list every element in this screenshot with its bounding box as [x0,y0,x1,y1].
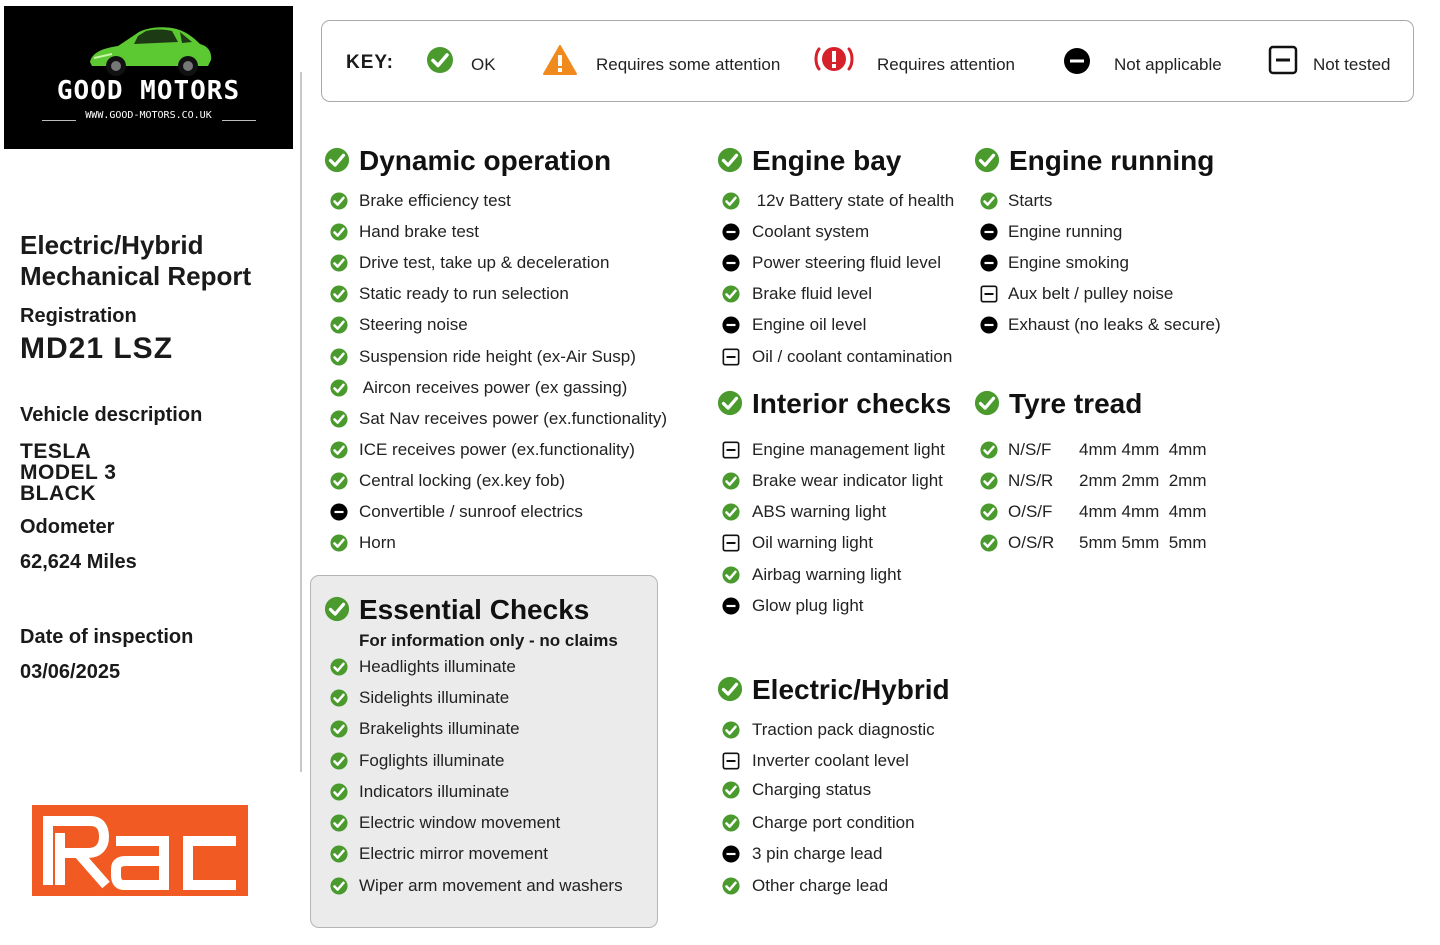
ok-check-icon [324,596,350,622]
checklist-item-label: Brake wear indicator light [752,471,943,490]
ok-check-icon [330,254,348,272]
good-motors-logo [4,6,293,149]
section-title: Interior checks [752,388,952,419]
checklist-item-label: Convertible / sunroof electrics [359,502,583,521]
ok-check-icon [330,814,348,832]
ok-check-icon [330,285,348,303]
car-logo-icon [84,18,214,80]
ok-check-icon [330,783,348,801]
ok-check-icon [980,503,998,521]
brand-name: GOOD MOTORS [56,76,241,106]
checklist-item-label: Aux belt / pulley noise [1008,284,1174,303]
inspection-date-value: 03/06/2025 [20,661,121,683]
ok-check-icon [330,752,348,770]
ok-check-icon [722,721,740,739]
ok-check-icon [722,781,740,799]
not-tested-icon [722,348,740,366]
checklist-item-label: Starts [1008,191,1053,210]
ok-check-icon [330,877,348,895]
report-title-line: Electric/Hybrid [20,230,204,260]
ok-check-icon [330,534,348,552]
checklist-item-label: Steering noise [359,315,468,334]
ok-check-icon [330,658,348,676]
ok-check-icon [974,147,1000,173]
rac-logo [32,805,248,896]
vehicle-model: MODEL 3 [20,461,117,484]
key-label: KEY: [346,52,394,73]
not-applicable-icon [980,316,998,334]
section-title: Engine running [1009,145,1215,176]
warning-triangle-icon [542,44,578,76]
checklist-item-label: Hand brake test [359,222,480,241]
checklist-item-label: Exhaust (no leaks & secure) [1008,315,1221,334]
not-applicable-icon [722,845,740,863]
section-title: Essential Checks [359,594,590,625]
checklist-item-label: 12v Battery state of health [752,191,955,210]
vertical-divider [300,72,302,772]
registration-label: Registration [20,305,137,327]
tyre-tread-depths: 2mm 2mm 2mm [1079,471,1207,490]
vehicle-colour: BLACK [20,482,96,505]
ok-check-icon [330,410,348,428]
ok-check-icon [330,316,348,334]
attention-alert-icon [812,42,856,76]
not-applicable-icon [980,223,998,241]
not-applicable-icon [1063,47,1091,75]
section-title: Dynamic operation [359,145,612,176]
checklist-item-label: N/S/F [1008,440,1052,459]
ok-check-icon [330,192,348,210]
not-applicable-icon [722,254,740,272]
not-tested-icon [1268,45,1298,75]
checklist-item-label: Sat Nav receives power (ex.functionality) [359,409,668,428]
ok-check-icon [717,676,743,702]
ok-check-icon [722,472,740,490]
ok-check-icon [717,147,743,173]
registration-value: MD21 LSZ [20,332,174,365]
key-not-applicable-label: Not applicable [1114,55,1222,74]
not-applicable-icon [330,503,348,521]
checklist-item-label: Power steering fluid level [752,253,941,272]
ok-check-icon [330,379,348,397]
checklist-item-label: Wiper arm movement and washers [359,876,623,895]
checklist-item-label: Drive test, take up & deceleration [359,253,610,272]
not-tested-icon [980,285,998,303]
odometer-value: 62,624 Miles [20,551,137,573]
ok-check-icon [330,441,348,459]
checklist-item-label: Inverter coolant level [752,751,909,770]
key-ok-label: OK [471,55,496,74]
checklist-item-label: Brake efficiency test [359,191,511,210]
ok-check-icon [722,877,740,895]
ok-check-icon [980,441,998,459]
key-attention-label: Requires attention [877,55,1015,74]
tyre-tread-depths: 4mm 4mm 4mm [1079,502,1207,521]
checklist-item-label: Brakelights illuminate [359,719,520,738]
report-title-line: Mechanical Report [20,261,252,291]
section-title: Tyre tread [1009,388,1143,419]
ok-check-icon [722,814,740,832]
checklist-item-label: O/S/F [1008,502,1053,521]
checklist-item-label: Oil warning light [752,533,873,552]
checklist-item-label: Sidelights illuminate [359,688,510,707]
ok-check-icon [980,472,998,490]
checklist-item-label: Coolant system [752,222,870,241]
checklist-item-label: Traction pack diagnostic [752,720,935,739]
tyre-tread-depths: 4mm 4mm 4mm [1079,440,1207,459]
vehicle-make: TESLA [20,440,92,463]
ok-check-icon [330,720,348,738]
key-not-tested-label: Not tested [1313,55,1391,74]
ok-check-icon [722,503,740,521]
section-title: Engine bay [752,145,902,176]
checklist-item-label: Charge port condition [752,813,915,832]
brand-url: WWW.GOOD-MOTORS.CO.UK [85,110,212,121]
ok-check-icon [330,845,348,863]
checklist-item-label: Glow plug light [752,596,864,615]
checklist-item-label: Engine running [1008,222,1123,241]
not-tested-icon [722,752,740,770]
checklist-item-label: Central locking (ex.key fob) [359,471,565,490]
checklist-item-label: ABS warning light [752,502,887,521]
not-tested-icon [722,441,740,459]
checklist-item-label: Brake fluid level [752,284,873,303]
key-some-attention-label: Requires some attention [596,55,781,74]
checklist-item-label: Electric mirror movement [359,844,548,863]
ok-check-icon [722,285,740,303]
checklist-item-label: Headlights illuminate [359,657,516,676]
checklist-item-label: ICE receives power (ex.functionality) [359,440,635,459]
not-tested-icon [722,534,740,552]
report-title [20,230,251,292]
checklist-item-label: Electric window movement [359,813,561,832]
checklist-item-label: N/S/R [1008,471,1054,490]
vehicle-description-label: Vehicle description [20,404,203,426]
ok-check-icon [330,223,348,241]
checklist-item-label: Suspension ride height (ex-Air Susp) [359,347,636,366]
checklist-item-label: O/S/R [1008,533,1055,552]
rac-wordmark-icon [32,805,248,896]
not-applicable-icon [980,254,998,272]
checklist-item-label: Other charge lead [752,876,889,895]
section-title: Electric/Hybrid [752,674,950,705]
ok-check-icon [324,147,350,173]
checklist-item-label: Engine management light [752,440,945,459]
checklist-item-label: 3 pin charge lead [752,844,883,863]
ok-check-icon [330,689,348,707]
essential-checks-subtitle: For information only - no claims [359,631,618,650]
checklist-item-label: Aircon receives power (ex gassing) [359,378,628,397]
checklist-item-label: Indicators illuminate [359,782,510,801]
ok-check-icon [426,46,454,74]
not-applicable-icon [722,597,740,615]
checklist-item-label: Engine smoking [1008,253,1129,272]
ok-check-icon [717,390,743,416]
ok-check-icon [330,472,348,490]
checklist-item-label: Engine oil level [752,315,867,334]
odometer-label: Odometer [20,516,115,538]
ok-check-icon [722,566,740,584]
checklist-item-label: Oil / coolant contamination [752,347,953,366]
checklist-item-label: Static ready to run selection [359,284,569,303]
ok-check-icon [722,192,740,210]
checklist-item-label: Horn [359,533,396,552]
checklist-item-label: Foglights illuminate [359,751,505,770]
ok-check-icon [980,192,998,210]
ok-check-icon [974,390,1000,416]
checklist-item-label: Charging status [752,780,872,799]
inspection-date-label: Date of inspection [20,626,194,648]
ok-check-icon [330,348,348,366]
tyre-tread-depths: 5mm 5mm 5mm [1079,533,1207,552]
not-applicable-icon [722,223,740,241]
not-applicable-icon [722,316,740,334]
checklist-item-label: Airbag warning light [752,565,902,584]
ok-check-icon [980,534,998,552]
